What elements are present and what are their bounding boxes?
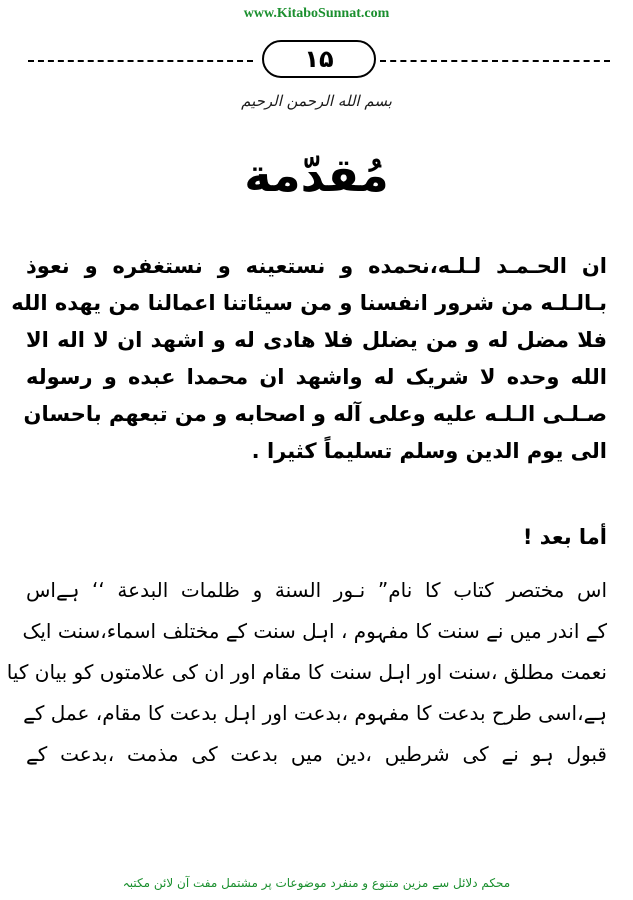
arabic-line: الی يوم الدين وسلم تسلیماً کثیرا . xyxy=(251,439,607,463)
page-title: مُقدّمة xyxy=(244,148,389,202)
urdu-line: اس مختصر کتاب کا نام” نـور السنة و ظلمات البدعة ‘‘ ہےاس xyxy=(26,578,607,602)
bismillah-calligraphy: بسم الله الرحمن الرحيم xyxy=(241,92,392,110)
footer-tagline: محکم دلائل سے مزین متنوع و منفرد موضوعات پر مشتمل مفت آن لائن مکتبہ xyxy=(122,876,511,890)
arabic-line: بـالـلـه من شرور انفسنا و من سيئاتنا اعمالنا من يهده الله xyxy=(11,291,607,315)
urdu-line: کے اندر میں نے سنت کا مفہوم ، اہل سنت کے مختلف اسماء،سنت ایک xyxy=(22,619,607,643)
arabic-introduction xyxy=(11,248,607,470)
header-divider-left xyxy=(28,60,253,62)
urdu-line: نعمت مطلق ،سنت اور اہل سنت کا مقام اور ان کی علامتوں کو بیان کیا xyxy=(6,660,607,684)
arabic-line: فلا مضل له و من يضلل فلا هادی له و اشهد ان لا اله الا xyxy=(26,328,607,352)
arabic-line: الله وحده لا شريک له واشهد ان محمدا عبده و رسوله xyxy=(26,365,607,389)
site-url[interactable]: www.KitaboSunnat.com xyxy=(243,6,390,21)
urdu-body-text xyxy=(6,570,607,775)
urdu-line: قبول ہو نے کی شرطیں ،دین میں بدعت کی مذمت ،بدعت کے xyxy=(26,742,607,766)
arabic-line: صـلـى الـلـه عليه وعلى آله و اصحابه و من تبعهم باحسان xyxy=(23,402,607,426)
header-divider-right xyxy=(380,60,610,62)
arabic-line: ان الحـمـد لـلـه،نحمده و نستعينه و نستغفره و نعوذ xyxy=(26,254,607,278)
urdu-line: ہے،اسی طرح بدعت کا مفہوم ،بدعت اور اہل بدعت کا مقام، عمل کے xyxy=(23,701,607,725)
amma-baad-heading: أما بعد ! xyxy=(522,525,607,549)
page-number: ۱۵ xyxy=(262,40,376,78)
